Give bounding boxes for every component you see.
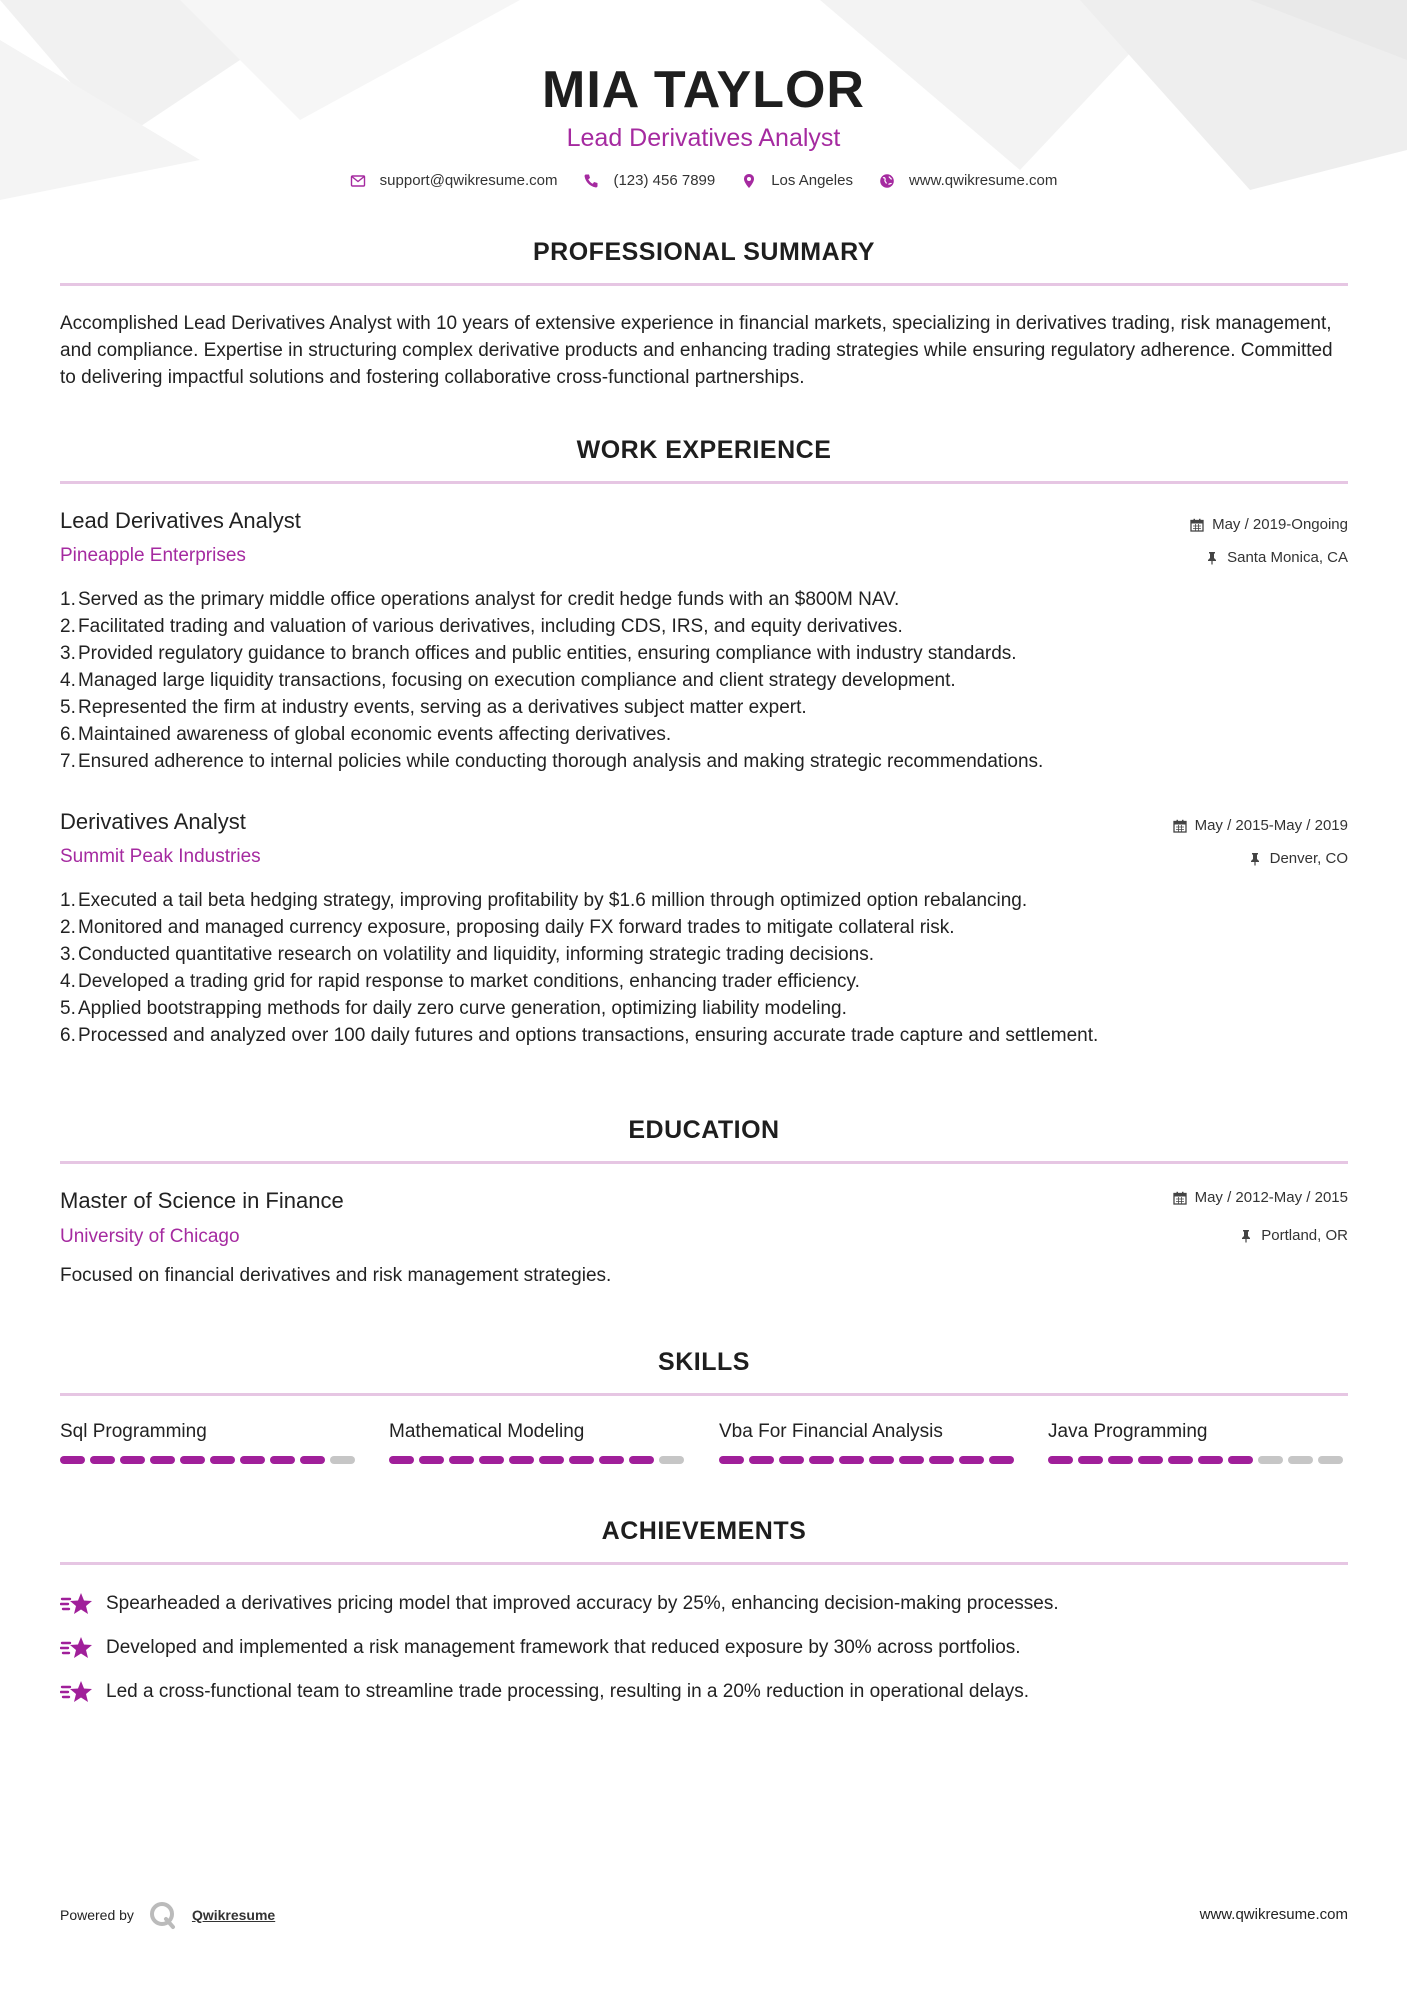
skill-level-segment [180, 1456, 205, 1464]
section-title-achievements: ACHIEVEMENTS [601, 1517, 807, 1545]
pushpin-icon [1205, 551, 1219, 565]
section-divider [60, 1161, 1348, 1164]
skill-level-segment [959, 1456, 984, 1464]
achievement-item [60, 1634, 1021, 1662]
pushpin-icon [1248, 852, 1262, 866]
skill-level-bar [719, 1456, 1019, 1464]
contact-website[interactable] [879, 172, 1057, 189]
education-degree: Master of Science in Finance [60, 1188, 344, 1213]
globe-icon [879, 173, 895, 189]
job-date-text: May / 2019-Ongoing [1212, 516, 1348, 533]
skill-level-segment [300, 1456, 325, 1464]
achievement-item [60, 1678, 1029, 1706]
contact-bar [0, 172, 1407, 189]
footer-powered-by [60, 1900, 275, 1930]
education-location-text: Portland, OR [1261, 1227, 1348, 1244]
skill-level-segment [1138, 1456, 1163, 1464]
contact-phone-text: (123) 456 7899 [613, 172, 716, 189]
skill-level-segment [449, 1456, 474, 1464]
skill-level-bar [1048, 1456, 1348, 1464]
skill-level-segment [989, 1456, 1014, 1464]
contact-email[interactable] [350, 172, 558, 189]
skill-level-segment [1228, 1456, 1253, 1464]
skill-level-segment [899, 1456, 924, 1464]
job-date [1173, 817, 1348, 834]
skill-level-segment [479, 1456, 504, 1464]
section-title-education: EDUCATION [628, 1116, 780, 1144]
skill-level-segment [330, 1456, 355, 1464]
contact-website-text: www.qwikresume.com [908, 172, 1058, 189]
list-item: 6. Maintained awareness of global economic events affecting derivatives. [60, 724, 672, 745]
skill-level-segment [809, 1456, 834, 1464]
list-item: 7. Ensured adherence to internal policies while conducting thorough analysis and making strategic recommendations. [60, 751, 1044, 772]
contact-email-text: support@qwikresume.com [379, 172, 558, 189]
skill-level-segment [869, 1456, 894, 1464]
skill-level-segment [240, 1456, 265, 1464]
candidate-name: MIA TAYLOR [542, 61, 865, 119]
job-location [1205, 549, 1348, 566]
map-pin-icon [741, 173, 757, 189]
qwikresume-logo-icon [148, 1900, 178, 1930]
candidate-role: Lead Derivatives Analyst [566, 124, 841, 152]
list-item: 1. Executed a tail beta hedging strategy, improving profitability by $1.6 million through optimized option rebalancing. [60, 890, 1028, 911]
section-divider [60, 1562, 1348, 1565]
skill-level-segment [270, 1456, 295, 1464]
calendar-icon [1173, 1191, 1187, 1205]
skill-level-segment [839, 1456, 864, 1464]
skill-level-segment [599, 1456, 624, 1464]
skill-name: Sql Programming [60, 1421, 207, 1442]
section-title-skills: SKILLS [658, 1348, 750, 1376]
shooting-star-icon [60, 1678, 94, 1706]
skill-level-segment [1168, 1456, 1193, 1464]
section-divider [60, 1393, 1348, 1396]
skill-item [1048, 1420, 1348, 1464]
skill-level-segment [629, 1456, 654, 1464]
powered-by-label: Powered by [60, 1907, 134, 1923]
skill-level-segment [929, 1456, 954, 1464]
list-item: 5. Applied bootstrapping methods for daily zero curve generation, optimizing liability modeling. [60, 998, 847, 1019]
skill-level-segment [1198, 1456, 1223, 1464]
skill-item [389, 1420, 689, 1464]
list-item: 3. Provided regulatory guidance to branch offices and public entities, ensuring compliance with industry standards. [60, 643, 1017, 664]
skill-level-segment [1318, 1456, 1343, 1464]
section-title-summary: PROFESSIONAL SUMMARY [533, 238, 875, 266]
job-date-text: May / 2015-May / 2019 [1194, 817, 1348, 834]
list-item: 5. Represented the firm at industry events, serving as a derivatives subject matter expert. [60, 697, 807, 718]
skill-level-segment [1108, 1456, 1133, 1464]
pushpin-icon [1239, 1229, 1253, 1243]
skill-level-segment [1078, 1456, 1103, 1464]
skill-level-segment [719, 1456, 744, 1464]
job-company: Summit Peak Industries [60, 846, 261, 867]
skill-level-segment [90, 1456, 115, 1464]
contact-location [741, 172, 853, 189]
section-title-experience: WORK EXPERIENCE [576, 436, 832, 464]
skill-level-segment [1288, 1456, 1313, 1464]
skill-level-segment [389, 1456, 414, 1464]
job-bullets [60, 887, 1348, 1049]
list-item: 3. Conducted quantitative research on volatility and liquidity, informing strategic trading decisions. [60, 944, 874, 965]
list-item: 1. Served as the primary middle office operations analyst for credit hedge funds with an $800M NAV. [60, 589, 900, 610]
skill-name: Mathematical Modeling [389, 1421, 585, 1442]
skill-level-segment [60, 1456, 85, 1464]
skill-level-segment [419, 1456, 444, 1464]
job-title: Lead Derivatives Analyst [60, 508, 301, 533]
job-bullets [60, 586, 1348, 775]
job-date [1190, 516, 1348, 533]
summary-text: Accomplished Lead Derivatives Analyst with 10 years of extensive experience in financial markets, specializing in derivatives trading, risk management, and compliance. Expertise in structuring complex derivative products and enhancing trading strategies while ensuring regulatory adherence. Committed to delivering impactful solutions and fostering collaborative cross-functional partnerships. [60, 313, 1333, 388]
resume-header [0, 58, 1407, 189]
skill-level-segment [120, 1456, 145, 1464]
shooting-star-icon [60, 1590, 94, 1618]
skill-level-segment [569, 1456, 594, 1464]
education-date [1173, 1189, 1348, 1206]
footer-website[interactable]: www.qwikresume.com [1199, 1906, 1348, 1923]
skill-level-segment [539, 1456, 564, 1464]
skill-level-segment [659, 1456, 684, 1464]
list-item: 2. Monitored and managed currency exposure, proposing daily FX forward trades to mitigate collateral risk. [60, 917, 955, 938]
list-item: 4. Developed a trading grid for rapid response to market conditions, enhancing trader efficiency. [60, 971, 860, 992]
contact-location-text: Los Angeles [771, 172, 853, 189]
skill-name: Vba For Financial Analysis [719, 1421, 943, 1442]
education-description: Focused on financial derivatives and risk management strategies. [60, 1265, 612, 1286]
skill-level-segment [150, 1456, 175, 1464]
envelope-icon [350, 173, 366, 189]
skill-level-bar [389, 1456, 689, 1464]
list-item: 2. Facilitated trading and valuation of various derivatives, including CDS, IRS, and equity derivatives. [60, 616, 903, 637]
list-item: 6. Processed and analyzed over 100 daily futures and options transactions, ensuring accurate trade capture and settlement. [60, 1025, 1099, 1046]
skill-item [719, 1420, 1019, 1464]
skill-level-segment [749, 1456, 774, 1464]
skill-level-segment [210, 1456, 235, 1464]
list-item: 4. Managed large liquidity transactions, focusing on execution compliance and client strategy development. [60, 670, 956, 691]
skill-level-segment [779, 1456, 804, 1464]
skill-name: Java Programming [1048, 1421, 1208, 1442]
achievement-item [60, 1590, 1059, 1618]
job-title: Derivatives Analyst [60, 809, 246, 834]
calendar-icon [1190, 518, 1204, 532]
calendar-icon [1173, 819, 1187, 833]
education-location [1239, 1227, 1348, 1244]
skill-level-segment [1048, 1456, 1073, 1464]
job-location [1248, 850, 1348, 867]
job-location-text: Santa Monica, CA [1227, 549, 1348, 566]
skill-level-segment [1258, 1456, 1283, 1464]
qwikresume-link[interactable]: Qwikresume [191, 1907, 276, 1923]
contact-phone[interactable] [583, 172, 715, 189]
skill-level-segment [509, 1456, 534, 1464]
education-date-text: May / 2012-May / 2015 [1194, 1189, 1348, 1206]
job-company: Pineapple Enterprises [60, 545, 246, 566]
job-location-text: Denver, CO [1269, 850, 1348, 867]
shooting-star-icon [60, 1634, 94, 1662]
education-school: University of Chicago [60, 1226, 240, 1247]
achievement-text: Developed and implemented a risk management framework that reduced exposure by 30% across portfolios. [106, 1637, 1021, 1658]
section-divider [60, 481, 1348, 484]
achievement-text: Spearheaded a derivatives pricing model that improved accuracy by 25%, enhancing decision-making processes. [106, 1593, 1059, 1614]
achievement-text: Led a cross-functional team to streamline trade processing, resulting in a 20% reduction in operational delays. [106, 1681, 1030, 1702]
phone-icon [583, 173, 599, 189]
skill-item [60, 1420, 360, 1464]
section-divider [60, 283, 1348, 286]
skill-level-bar [60, 1456, 360, 1464]
